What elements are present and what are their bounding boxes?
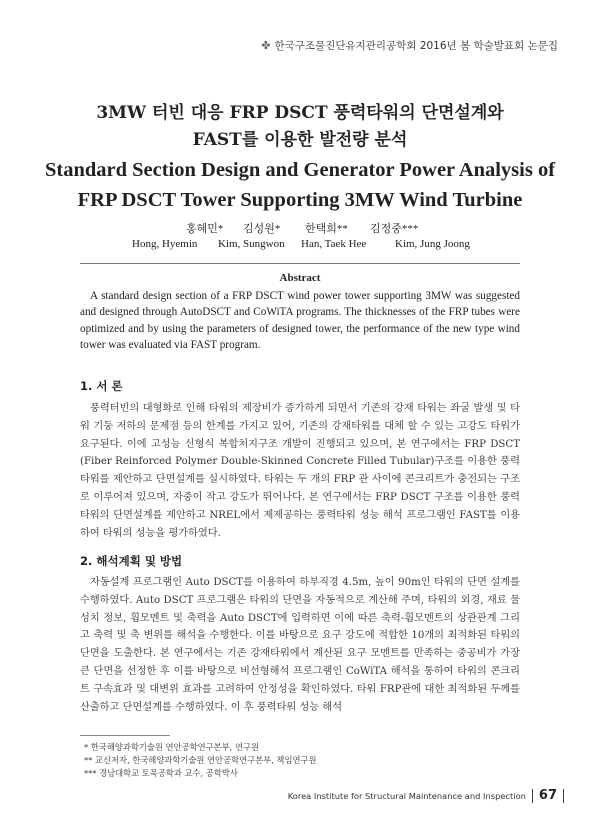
footer-separator (532, 789, 533, 803)
author-en: Kim, Jung Joong (395, 238, 470, 250)
korean-title-line: 3MW 터빈 대응 FRP DSCT 풍력타워의 단면설계와 (96, 103, 504, 123)
abstract-heading: Abstract (279, 272, 321, 284)
footnote: * 한국해양과학기술원 연안공학연구본부, 연구원 (84, 742, 259, 752)
section-heading: 1. 서 론 (80, 379, 123, 393)
author-names-english (0, 238, 600, 256)
english-title-line: Standard Section Design and Generator Power Analysis of (44, 159, 556, 181)
footer-separator (563, 789, 564, 803)
korean-title (0, 100, 600, 154)
english-title (0, 155, 600, 215)
section-body: 풍력터빈의 대형화로 인해 타워의 제장비가 증가하게 되면서 기존의 강재 타워는 좌굴 발생 및 타워 기둥 저하의 문제점 등의 한계를 가지고 있어, 기존의 강재타워를 대체 할 수 있는 고강도 타워가 요구된다. 이에 고성능 신형식 복합처지구조 개발이 진행되고 있으며, 본 연구에서는 FRP DSCT (Fiber Reinforced Polymer Double-Skinned Concrete Filled Tubular)구조를 이용한 풍력타워를 제안하고 단면설계를 실시하였다. 타워는 두 개의 FRP 관 사이에 콘크리트가 충전되는 구조로 이루어져 있으며, 자중이 작고 강도가 뛰어나다. 본 연구에서는 FRP DSCT 구조를 이용한 풍력타워의 단면설계를 제안하고 NREL에서 제제공하는 풍력타워 성능 해석 프로그램인 FAST를 이용하여 타워의 성능을 평가하였다. (80, 403, 520, 539)
author-ko: 김성원* (243, 223, 281, 235)
korean-title-line: FAST를 이용한 발전량 분석 (192, 130, 408, 150)
author-ko: 홍혜민* (186, 223, 224, 235)
divider (80, 263, 520, 264)
running-header (261, 38, 558, 53)
abstract-body: A standard design section of a FRP DSCT wind power tower supporting 3MW was suggested and designed through AutoDSCT and CoWiTA programs. The thicknesses of the FRP tubes were optimized and by using the parameters of designed tower, the performance of the new type wind tower was evaluated via FAST program. (80, 290, 520, 352)
page-number: 67 (538, 788, 557, 803)
author-ko: 한택희** (305, 223, 348, 235)
author-en: Kim, Sungwon (218, 238, 285, 250)
footnote: *** 경남대학교 토목공학과 교수, 공학박사 (84, 768, 238, 778)
author-en: Han, Taek Hee (301, 238, 367, 250)
section-heading: 2. 해석계획 및 방법 (80, 554, 183, 568)
page-footer (288, 788, 564, 803)
author-names-korean (0, 220, 600, 238)
footnote: ** 교신저자, 한국해양과학기술원 연안공학연구본부, 책임연구원 (84, 755, 317, 765)
author-ko: 김정중*** (370, 223, 419, 235)
author-block (0, 220, 600, 256)
author-en: Hong, Hyemin (132, 238, 198, 250)
section-body: 자동설계 프로그램인 Auto DSCT를 이용하여 하부직경 4.5m, 높이 90m인 타워의 단면 설계를 수행하였다. Auto DSCT 프로그램은 타워의 단면을 자동적으로 계산해 주며, 타워의 외경, 재료 물성치 정보, 휨모멘트 및 축력을 Auto DSCT에 입력하면 이에 따른 축력-휨모멘트의 상관관계 그리고 축력 및 축 변위를 해석을 수행한다. 이를 바탕으로 요구 강도에 적합한 10개의 최적화된 타워의 단면을 도출한다. 본 연구에서는 기존 강재타워에서 계산된 요구 모멘트를 만족하는 중공비가 가장 큰 단면을 선정한 후 이를 바탕으로 비선형해석 프로그램인 CoWiTA 해석을 통하여 타워의 콘크리트 구속효과 및 대변위 효과를 고려하여 안정성을 확인하였다. 타워 FRP관에 대한 최적화된 두께를 산출하고 단면설계를 수행하였다. 이 후 풍력타워 성능 해석 (80, 577, 520, 713)
footnote-divider (80, 735, 170, 736)
english-title-line: FRP DSCT Tower Supporting 3MW Wind Turbine (77, 189, 523, 211)
footer-institution: Korea Institute for Structural Maintenance and Inspection (287, 790, 526, 801)
ornament-icon: ✤ (261, 39, 271, 52)
journal-name: 한국구조물진단유지관리공학회 2016년 봄 학술발표회 논문집 (274, 40, 558, 52)
